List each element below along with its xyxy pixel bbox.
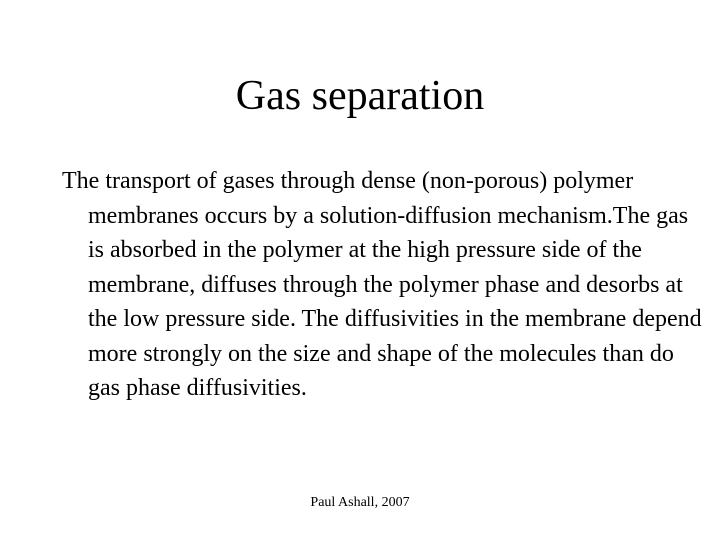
slide-body-text: The transport of gases through dense (non-porous) polymer membranes occurs by a solution-diffusion mechanism.The gas is absorbed in the polymer at the high pressure side of the membrane, diffuses through the polymer phase and desorbs at the low pressure side. The diffusivities in the membrane depend more strongly on the size and shape of the molecules than do gas phase diffusivities. bbox=[62, 168, 702, 401]
slide-title: Gas separation bbox=[235, 73, 485, 119]
slide-footer: Paul Ashall, 2007 bbox=[310, 495, 410, 510]
